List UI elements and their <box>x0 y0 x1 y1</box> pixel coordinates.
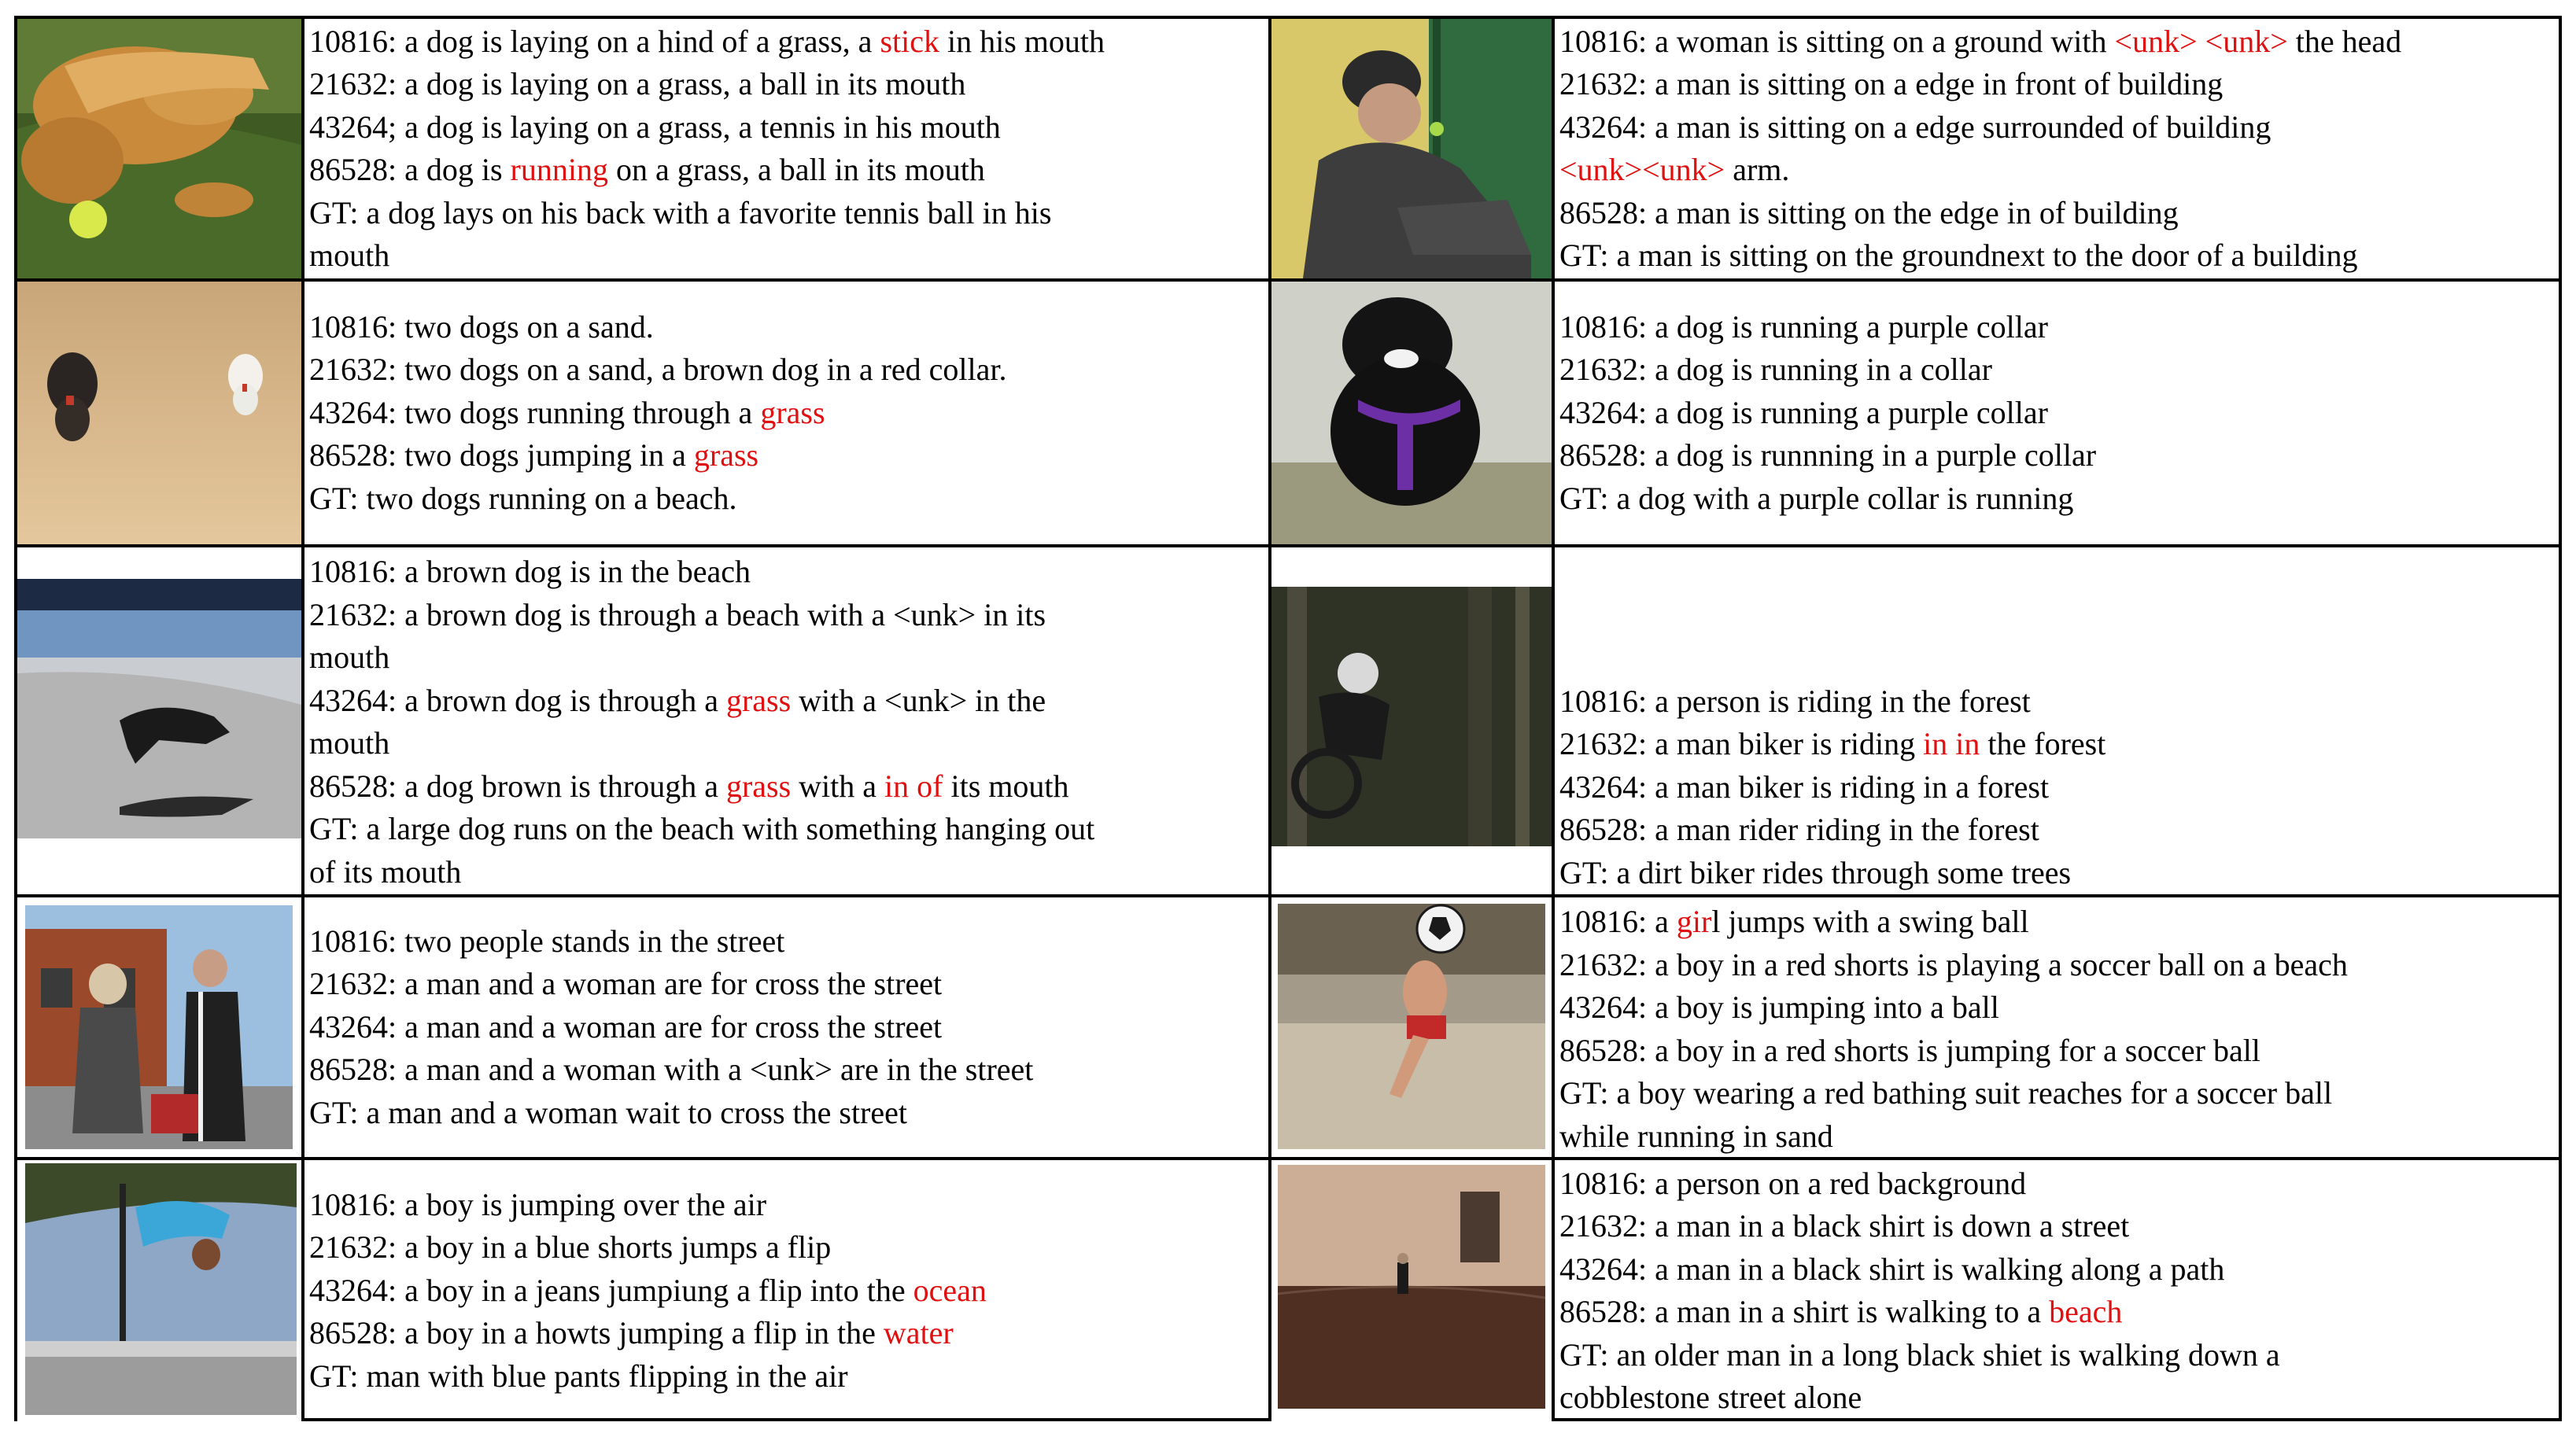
caption-line: 86528: a boy in a howts jumping a flip in the water <box>309 1315 954 1351</box>
caption-line: 43264: a boy is jumping into a ball <box>1559 989 1999 1025</box>
caption-line: 86528: a dog is running on a grass, a ball in its mouth <box>309 152 985 187</box>
black-dog-purple-collar-photo <box>1271 282 1552 544</box>
image-cell <box>1271 282 1552 544</box>
caption-line: 43264: a man is sitting on a edge surrounded of building <box>1559 109 2272 145</box>
caption-line: 21632: two dogs on a sand, a brown dog in a red collar. <box>309 352 1007 388</box>
caption-line: 21632: a man biker is riding in in the forest <box>1559 726 2106 761</box>
caption-line: GT: a dog with a purple collar is running <box>1559 480 2074 516</box>
dog-on-grass-with-ball-photo <box>17 19 301 278</box>
caption-line: 10816: a dog is laying on a hind of a grass, a stick in his mouth <box>309 23 1105 59</box>
caption-line: <unk><unk> arm. <box>1559 152 1790 187</box>
image-cell <box>17 1160 301 1421</box>
image-cell <box>17 897 301 1157</box>
caption-cell <box>1555 282 2562 544</box>
caption-line: 21632: a dog is laying on a grass, a ball in its mouth <box>309 66 966 101</box>
caption-cell <box>304 547 1268 894</box>
caption-line: 43264: a man biker is riding in a forest <box>1559 768 2050 805</box>
biker-in-forest-photo <box>1271 547 1552 894</box>
caption-line: 10816: a woman is sitting on a ground with <unk> <unk> the head <box>1559 23 2402 59</box>
caption-comparison-figure <box>14 16 2562 1421</box>
caption-line: 21632: a man is sitting on a edge in front of building <box>1559 66 2224 101</box>
caption-line: 21632: a brown dog is through a beach with a <unk> in its <box>309 596 1046 632</box>
caption-line: 10816: a boy is jumping over the air <box>309 1186 767 1222</box>
caption-line: 43264: a brown dog is through a grass with a <unk> in the <box>309 682 1046 718</box>
image-cell <box>1271 547 1552 894</box>
caption-line: 43264: a boy in a jeans jumpiung a flip into the ocean <box>309 1272 987 1308</box>
caption-line: 21632: a boy in a blue shorts jumps a flip <box>309 1229 832 1266</box>
caption-cell <box>1555 1160 2562 1421</box>
caption-line: 10816: a dog is running a purple collar <box>1559 308 2048 345</box>
image-cell <box>17 282 301 544</box>
image-cell <box>17 547 301 894</box>
caption-line: mouth <box>309 725 390 761</box>
caption-line: 21632: a boy in a red shorts is playing a soccer ball on a beach <box>1559 946 2348 982</box>
caption-line: 21632: a dog is running in a collar <box>1559 352 1992 388</box>
image-cell <box>1271 1160 1552 1421</box>
image-cell <box>17 19 301 278</box>
man-sitting-by-door-photo <box>1271 19 1552 278</box>
caption-line: GT: a boy wearing a red bathing suit reaches for a soccer ball <box>1559 1075 2333 1111</box>
dog-running-on-beach-photo <box>17 547 301 894</box>
caption-line: 86528: a dog brown is through a grass with a in of its mouth <box>309 768 1069 804</box>
caption-line: mouth <box>309 639 390 675</box>
caption-line: 21632: a man and a woman are for cross the street <box>309 966 943 1002</box>
caption-line: 43264; a dog is laying on a grass, a tennis in his mouth <box>309 109 1001 145</box>
image-cell <box>1271 897 1552 1157</box>
caption-line: 86528: a man in a shirt is walking to a beach <box>1559 1294 2123 1329</box>
caption-line: 43264: a dog is running a purple collar <box>1559 394 2048 430</box>
caption-line: 10816: two dogs on a sand. <box>309 308 654 345</box>
caption-cell <box>304 897 1268 1157</box>
man-walking-cobblestone-photo <box>1271 1160 1552 1421</box>
caption-line: GT: a man and a woman wait to cross the street <box>309 1094 907 1130</box>
caption-line: GT: a dog lays on his back with a favorite tennis ball in his <box>309 194 1052 230</box>
caption-cell <box>1555 547 2562 894</box>
couple-on-street-photo <box>17 897 301 1157</box>
caption-line: 10816: a girl jumps with a swing ball <box>1559 904 2029 939</box>
boy-kicking-soccer-ball-photo <box>1271 897 1552 1157</box>
caption-line: mouth <box>309 238 390 273</box>
caption-line: GT: a man is sitting on the groundnext to the door of a building <box>1559 238 2358 273</box>
caption-line: 43264: a man in a black shirt is walking along a path <box>1559 1251 2225 1287</box>
caption-line: GT: two dogs running on a beach. <box>309 480 737 516</box>
caption-line: 10816: a person is riding in the forest <box>1559 683 2031 719</box>
caption-line: 86528: two dogs jumping in a grass <box>309 437 759 473</box>
caption-line: cobblestone street alone <box>1559 1380 1862 1415</box>
caption-line: GT: an older man in a long black shiet is walking down a <box>1559 1336 2280 1373</box>
caption-line: 86528: a man is sitting on the edge in of building <box>1559 194 2179 230</box>
image-cell <box>1271 19 1552 278</box>
caption-cell <box>1555 19 2562 278</box>
caption-cell <box>1555 897 2562 1157</box>
caption-line: GT: a dirt biker rides through some trees <box>1559 854 2072 890</box>
caption-line: 43264: a man and a woman are for cross the street <box>309 1008 943 1045</box>
caption-line: 86528: a man rider riding in the forest <box>1559 812 2039 847</box>
boy-flipping-in-air-photo <box>17 1160 301 1421</box>
caption-line: while running in sand <box>1559 1118 1833 1154</box>
caption-line: 10816: two people stands in the street <box>309 923 785 959</box>
caption-line: of its mouth <box>309 853 462 890</box>
caption-line: 21632: a man in a black shirt is down a street <box>1559 1208 2130 1244</box>
caption-line: 86528: a man and a woman with a <unk> are in the street <box>309 1052 1034 1088</box>
two-dogs-on-beach-photo <box>17 282 301 544</box>
caption-line: 10816: a person on a red background <box>1559 1165 2027 1201</box>
caption-line: GT: a large dog runs on the beach with something hanging out <box>309 811 1095 846</box>
caption-line: 86528: a dog is runnning in a purple collar <box>1559 437 2097 473</box>
caption-cell <box>304 19 1268 278</box>
caption-line: GT: man with blue pants flipping in the air <box>309 1358 848 1394</box>
caption-cell <box>304 1160 1268 1421</box>
caption-line: 86528: a boy in a red shorts is jumping for a soccer ball <box>1559 1032 2260 1068</box>
caption-line: 43264: two dogs running through a grass <box>309 394 825 430</box>
caption-cell <box>304 282 1268 544</box>
caption-line: 10816: a brown dog is in the beach <box>309 554 751 589</box>
